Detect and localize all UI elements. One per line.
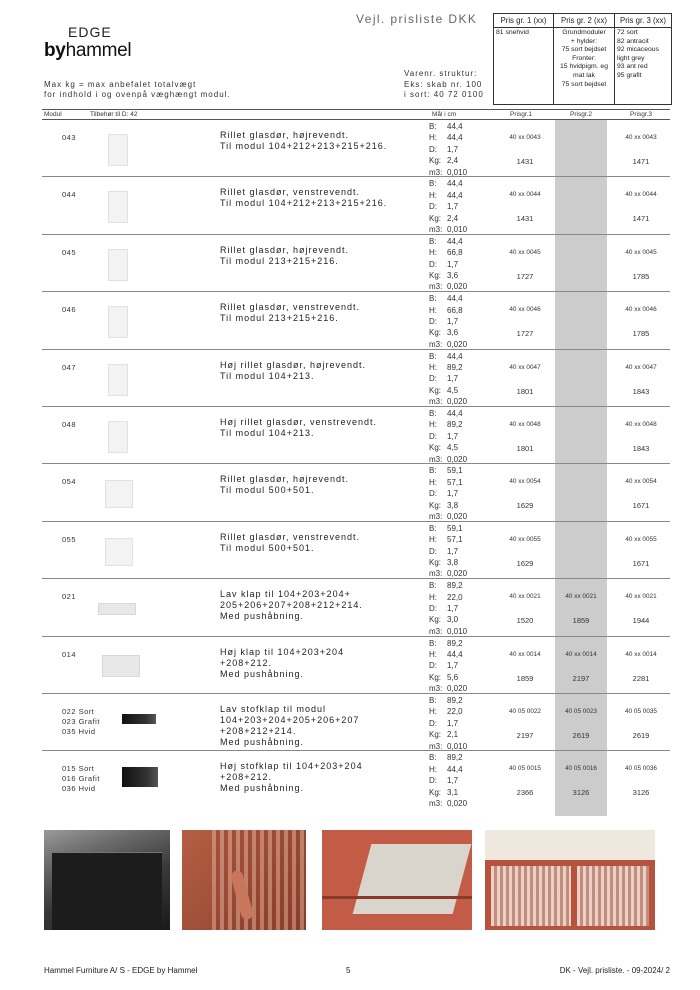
dim-value-h: 44,4	[447, 764, 463, 774]
price-group-3-lines	[615, 28, 671, 82]
dim-value-m3: 0,020	[447, 569, 468, 579]
dim-value-kg: 3,1	[447, 787, 459, 797]
dim-value-kg: 3,6	[447, 270, 459, 280]
max-kg-line2: for indhold i og ovenpå væghængt modul.	[44, 90, 231, 99]
article-code-c1: 40 xx 0014	[509, 650, 541, 658]
brand-name: hammel	[65, 40, 132, 61]
dim-label-d: D:	[429, 489, 437, 499]
price-group-2-lines	[554, 28, 614, 90]
dim-label-m3: m3:	[429, 798, 443, 808]
dim-label-b: B:	[429, 753, 437, 763]
price-p3: 1785	[632, 329, 650, 339]
dim-value-m3: 0,010	[447, 167, 468, 177]
module-number: 045	[62, 247, 77, 257]
photo-red-fluted-glass	[182, 830, 306, 930]
dim-value-m3: 0,020	[447, 339, 468, 349]
dim-label-kg: Kg:	[429, 443, 442, 453]
dim-value-b: 89,2	[447, 581, 463, 591]
module-number: 046	[62, 305, 77, 315]
dim-label-h: H:	[429, 190, 437, 200]
price-p3: 1944	[632, 616, 650, 626]
price-p1: 1801	[516, 444, 534, 453]
article-code-c1: 40 xx 0046	[509, 306, 541, 314]
dim-label-d: D:	[429, 374, 437, 384]
dim-value-h: 89,2	[447, 362, 463, 372]
dim-label-d: D:	[429, 776, 437, 786]
product-thumbnail	[108, 364, 128, 396]
dim-value-kg: 3,6	[447, 328, 459, 338]
table-row	[0, 579, 700, 636]
dim-value-kg: 3,0	[447, 615, 459, 625]
dim-label-kg: Kg:	[429, 672, 442, 682]
dim-value-d: 1,7	[447, 202, 459, 212]
price-p1: 1727	[516, 271, 534, 281]
module-number: 014	[62, 649, 77, 659]
dim-label-b: B:	[429, 409, 437, 418]
article-code-c1: 40 xx 0054	[509, 478, 541, 486]
price-group-line: light grey	[617, 54, 645, 62]
dim-value-h: 57,1	[447, 477, 463, 487]
dim-label-h: H:	[429, 362, 437, 372]
table-row	[0, 235, 700, 292]
dim-label-kg: Kg:	[429, 615, 442, 625]
dim-label-b: B:	[429, 351, 437, 361]
dim-label-h: H:	[429, 477, 437, 487]
module-number: 036 Hvid	[62, 784, 96, 794]
product-description: Rillet glasdør, venstrevendt.	[220, 302, 361, 313]
dim-value-h: 22,0	[447, 707, 463, 717]
product-description: +208+212.	[220, 657, 273, 668]
article-code-c2: 40 05 0023	[565, 708, 597, 715]
varenr-structure	[404, 69, 484, 101]
col-prisgr1: Prisgr.1	[510, 111, 533, 118]
article-code-c3: 40 xx 0055	[625, 535, 657, 543]
dim-value-m3: 0,020	[447, 684, 468, 694]
dim-value-m3: 0,020	[447, 282, 468, 292]
product-description: +208+212+214.	[220, 726, 297, 736]
dim-label-d: D:	[429, 202, 437, 212]
product-description: Med pushåbning.	[220, 737, 305, 747]
product-thumbnail	[108, 249, 128, 281]
dim-label-h: H:	[429, 248, 437, 258]
article-code-c1: 40 xx 0044	[509, 191, 541, 199]
dim-label-kg: Kg:	[429, 328, 442, 338]
article-code-c1: 40 xx 0055	[509, 535, 541, 543]
max-kg-note	[44, 80, 231, 100]
dim-value-b: 44,4	[447, 351, 463, 361]
dim-label-h: H:	[429, 592, 437, 602]
price-p1: 1629	[516, 558, 534, 568]
dim-value-m3: 0,010	[447, 224, 468, 234]
dim-value-d: 1,7	[447, 603, 459, 613]
product-description: Til modul 213+215+216.	[220, 313, 339, 324]
product-thumbnail	[105, 538, 133, 566]
dim-label-h: H:	[429, 649, 437, 659]
article-code-c1: 40 xx 0047	[509, 363, 541, 371]
dim-label-d: D:	[429, 661, 437, 671]
article-code-c3: 40 05 0036	[625, 765, 657, 773]
price-p3: 1671	[632, 501, 650, 511]
price-p2: 2197	[572, 673, 590, 683]
dim-value-kg: 3,8	[447, 500, 459, 510]
dim-label-m3: m3:	[429, 282, 443, 292]
dim-value-d: 1,7	[447, 776, 459, 786]
dim-value-m3: 0,010	[447, 626, 468, 636]
dim-label-kg: Kg:	[429, 270, 442, 280]
varenr-line2: Eks: skab nr. 100	[404, 79, 483, 89]
col-prisgr3: Prisgr.3	[630, 111, 653, 118]
article-code-c1: 40 xx 0043	[509, 134, 541, 141]
article-code-c2: 40 05 0016	[565, 765, 597, 773]
dim-label-m3: m3:	[429, 167, 443, 177]
product-description: Rillet glasdør, venstrevendt.	[220, 531, 361, 542]
dim-label-kg: Kg:	[429, 730, 442, 740]
dim-value-b: 44,4	[447, 122, 463, 131]
dim-label-d: D:	[429, 718, 437, 728]
dim-value-b: 89,2	[447, 696, 463, 705]
brand-edge: EDGE	[68, 24, 112, 40]
dim-value-d: 1,7	[447, 546, 459, 556]
price-p1: 1520	[516, 616, 534, 626]
price-group-3-title: Pris gr. 3 (xx)	[615, 14, 671, 28]
dim-label-b: B:	[429, 122, 437, 131]
dim-value-m3: 0,020	[447, 454, 468, 464]
product-thumbnail	[102, 655, 140, 677]
dim-value-h: 44,4	[447, 649, 463, 659]
dim-label-b: B:	[429, 696, 437, 705]
table-row	[0, 350, 700, 407]
dim-value-d: 1,7	[447, 316, 459, 326]
article-code-c1: 40 xx 0048	[509, 421, 541, 428]
dim-value-b: 44,4	[447, 179, 463, 189]
dim-value-m3: 0,020	[447, 397, 468, 407]
module-number: 048	[62, 420, 77, 429]
dim-label-b: B:	[429, 581, 437, 591]
dim-value-h: 22,0	[447, 592, 463, 602]
dim-value-d: 1,7	[447, 144, 459, 154]
product-description: Med pushåbning.	[220, 783, 305, 794]
product-description: Til modul 500+501.	[220, 485, 315, 496]
dim-label-d: D:	[429, 431, 437, 441]
dim-label-d: D:	[429, 259, 437, 269]
table-row	[0, 637, 700, 694]
article-code-c1: 40 xx 0021	[509, 593, 541, 601]
dim-label-kg: Kg:	[429, 213, 442, 223]
photo-red-drawer	[322, 830, 472, 930]
dim-value-kg: 2,1	[447, 730, 459, 740]
dim-value-kg: 2,4	[447, 213, 459, 223]
dim-value-kg: 4,5	[447, 385, 459, 395]
price-p1: 1727	[516, 329, 534, 339]
price-group-line: 75 sort bejdset	[561, 46, 607, 54]
dim-label-d: D:	[429, 316, 437, 326]
product-description: Til modul 500+501.	[220, 542, 315, 553]
product-thumbnail	[122, 714, 156, 724]
price-p1: 1431	[516, 157, 534, 166]
dim-value-m3: 0,010	[447, 741, 468, 751]
price-p1: 1801	[516, 386, 534, 396]
price-p3: 1471	[632, 157, 650, 166]
price-p3: 1843	[632, 386, 650, 396]
price-group-line: Grundmoduler	[562, 29, 606, 36]
product-description: Høj stofklap til 104+203+204	[220, 761, 363, 772]
price-p1: 1431	[516, 214, 534, 224]
price-group-line: 75 sort bejdset	[561, 80, 607, 88]
dim-label-b: B:	[429, 294, 437, 304]
price-p2: 3126	[572, 788, 590, 798]
dim-label-m3: m3:	[429, 511, 443, 521]
product-description: Rillet glasdør, højrevendt.	[220, 130, 350, 140]
dim-label-h: H:	[429, 305, 437, 315]
module-number: 023 Grafit	[62, 717, 100, 726]
dim-value-d: 1,7	[447, 431, 459, 441]
product-description: Lav klap til 104+203+204+	[220, 589, 351, 600]
dim-label-m3: m3:	[429, 684, 443, 694]
dim-value-kg: 2,4	[447, 156, 459, 166]
price-p3: 1671	[632, 558, 650, 568]
price-group-line: + hylder:	[570, 37, 598, 45]
price-p1: 2366	[516, 788, 534, 798]
dim-label-kg: Kg:	[429, 500, 442, 510]
product-thumbnail	[108, 134, 128, 166]
price-p1: 1629	[516, 501, 534, 511]
price-group-2-box	[553, 13, 615, 105]
dim-label-h: H:	[429, 133, 437, 143]
col-maal: Mål i cm	[432, 111, 457, 118]
article-code-c3: 40 xx 0054	[625, 478, 657, 486]
price-p2: 2619	[572, 731, 590, 740]
product-description: Høj rillet glasdør, venstrevendt.	[220, 417, 378, 427]
dim-label-b: B:	[429, 236, 437, 246]
price-group-line: 95 grafit	[617, 71, 642, 79]
module-number: 043	[62, 133, 77, 142]
col-prisgr2: Prisgr.2	[570, 111, 593, 118]
dim-label-kg: Kg:	[429, 156, 442, 166]
dim-value-b: 59,1	[447, 466, 463, 476]
product-description: +208+212.	[220, 772, 273, 783]
module-number: 055	[62, 534, 77, 544]
table-row	[0, 751, 700, 808]
price-group-line: 92 micaceous	[617, 46, 659, 54]
table-row	[0, 120, 700, 177]
header-rule-top	[42, 109, 670, 110]
price-group-3-box	[614, 13, 672, 105]
price-group-1-title: Pris gr. 1 (xx)	[494, 14, 553, 28]
product-thumbnail	[105, 480, 133, 508]
dim-value-b: 44,4	[447, 409, 463, 418]
dim-label-b: B:	[429, 523, 437, 533]
price-group-line: mat lak	[573, 71, 595, 79]
photo-black-cabinet	[44, 830, 170, 930]
article-code-c1: 40 05 0015	[509, 765, 541, 773]
module-number: 015 Sort	[62, 764, 95, 774]
dim-value-h: 89,2	[447, 420, 463, 430]
article-code-c2: 40 xx 0014	[565, 650, 597, 658]
price-group-line: 82 antracit	[617, 37, 649, 45]
module-number: 022 Sort	[62, 707, 95, 716]
dim-label-m3: m3:	[429, 339, 443, 349]
price-p2: 1859	[572, 616, 590, 626]
dim-value-kg: 5,6	[447, 672, 459, 682]
dim-label-kg: Kg:	[429, 385, 442, 395]
price-group-line: Fronter:	[572, 54, 596, 62]
article-code-c3: 40 xx 0047	[625, 363, 657, 371]
dim-value-d: 1,7	[447, 718, 459, 728]
product-description: 104+203+204+205+206+207	[220, 715, 360, 725]
article-code-c1: 40 05 0022	[509, 708, 541, 715]
price-p3: 1843	[632, 444, 650, 453]
dim-label-d: D:	[429, 144, 437, 154]
col-modul: Modul	[44, 111, 62, 118]
dim-label-m3: m3:	[429, 454, 443, 464]
product-description: Til modul 104+213.	[220, 428, 315, 438]
dim-value-h: 66,8	[447, 248, 463, 258]
price-group-line: 15 hvidpigm. eg	[560, 63, 608, 71]
article-code-c3: 40 xx 0044	[625, 191, 657, 199]
max-kg-line1: Max kg = max anbefalet totalvægt	[44, 80, 197, 89]
dim-value-d: 1,7	[447, 489, 459, 499]
price-group-1-lines	[494, 28, 553, 39]
dim-value-b: 44,4	[447, 294, 463, 304]
table-row	[0, 407, 700, 464]
dim-value-h: 44,4	[447, 190, 463, 200]
price-group-line: 72 sort	[617, 29, 638, 36]
dim-value-kg: 3,8	[447, 557, 459, 567]
doc-title: Vejl. prisliste DKK	[356, 12, 478, 26]
price-group-2-title: Pris gr. 2 (xx)	[554, 14, 614, 28]
table-row	[0, 694, 700, 751]
price-p3: 2619	[632, 731, 650, 740]
varenr-line3: i sort: 40 72 0100	[404, 90, 484, 99]
brand-logo	[44, 40, 131, 62]
product-description: Rillet glasdør, venstrevendt.	[220, 187, 361, 198]
module-number: 054	[62, 477, 77, 487]
dim-value-d: 1,7	[447, 661, 459, 671]
product-thumbnail	[108, 421, 128, 453]
dim-value-d: 1,7	[447, 374, 459, 384]
dim-label-b: B:	[429, 466, 437, 476]
product-thumbnail	[108, 306, 128, 338]
price-p3: 1471	[632, 214, 650, 224]
varenr-line1: Varenr. struktur:	[404, 69, 478, 78]
price-p1: 2197	[516, 731, 534, 740]
article-code-c3: 40 xx 0048	[625, 421, 657, 428]
dim-label-kg: Kg:	[429, 557, 442, 567]
brand-by: by	[44, 40, 66, 61]
product-description: Til modul 104+212+213+215+216.	[220, 141, 388, 151]
product-thumbnail	[122, 767, 158, 787]
product-thumbnail	[98, 603, 136, 615]
article-code-c3: 40 05 0035	[625, 708, 657, 715]
price-group-line: 81 snehvid	[496, 29, 529, 36]
price-group-1-box	[493, 13, 554, 105]
dim-label-m3: m3:	[429, 569, 443, 579]
article-code-c2: 40 xx 0021	[565, 593, 597, 601]
photo-sideboard-fluted-doors	[485, 830, 655, 930]
dim-value-m3: 0,020	[447, 511, 468, 521]
product-description: Med pushåbning.	[220, 611, 305, 622]
article-code-c1: 40 xx 0045	[509, 248, 541, 256]
dim-label-b: B:	[429, 638, 437, 648]
dim-label-b: B:	[429, 179, 437, 189]
product-description: Rillet glasdør, højrevendt.	[220, 244, 350, 255]
table-row	[0, 522, 700, 579]
dim-label-d: D:	[429, 603, 437, 613]
price-p3: 3126	[632, 788, 650, 798]
dim-label-m3: m3:	[429, 397, 443, 407]
product-description: Rillet glasdør, højrevendt.	[220, 474, 350, 485]
table-row	[0, 292, 700, 349]
dim-label-m3: m3:	[429, 741, 443, 751]
dim-label-h: H:	[429, 535, 437, 545]
table-row	[0, 177, 700, 234]
product-description: Til modul 213+215+216.	[220, 255, 339, 266]
dim-label-h: H:	[429, 420, 437, 430]
col-tilbehor: Tilbehør til D: 42	[90, 111, 138, 118]
dim-value-h: 57,1	[447, 535, 463, 545]
dim-value-m3: 0,020	[447, 798, 468, 808]
product-description: Med pushåbning.	[220, 668, 305, 679]
dim-value-h: 66,8	[447, 305, 463, 315]
dim-value-h: 44,4	[447, 133, 463, 143]
product-description: Høj rillet glasdør, højrevendt.	[220, 359, 367, 370]
dim-value-kg: 4,5	[447, 443, 459, 453]
dim-label-m3: m3:	[429, 626, 443, 636]
module-number: 044	[62, 190, 77, 200]
product-description: Høj klap til 104+203+204	[220, 646, 345, 657]
dim-value-b: 59,1	[447, 523, 463, 533]
product-description: 205+206+207+208+212+214.	[220, 600, 363, 611]
article-code-c3: 40 xx 0045	[625, 248, 657, 256]
module-number: 035 Hvid	[62, 727, 96, 736]
dim-value-b: 44,4	[447, 236, 463, 246]
article-code-c3: 40 xx 0021	[625, 593, 657, 601]
product-description: Til modul 104+212+213+215+216.	[220, 198, 388, 209]
footer-right: DK - Vejl. prisliste. - 09-2024/ 2	[559, 966, 670, 975]
module-number: 021	[62, 592, 77, 602]
dim-label-h: H:	[429, 764, 437, 774]
article-code-c3: 40 xx 0014	[625, 650, 657, 658]
module-number: 047	[62, 362, 77, 372]
dim-label-d: D:	[429, 546, 437, 556]
product-description: Lav stofklap til modul	[220, 704, 327, 714]
dim-label-m3: m3:	[429, 224, 443, 234]
price-p1: 1859	[516, 673, 534, 683]
footer-page-number: 5	[346, 966, 351, 975]
product-description: Til modul 104+213.	[220, 370, 315, 381]
dim-value-d: 1,7	[447, 259, 459, 269]
dim-value-b: 89,2	[447, 638, 463, 648]
footer-left: Hammel Furniture A/ S - EDGE by Hammel	[44, 966, 198, 975]
price-p3: 2281	[632, 673, 650, 683]
table-row	[0, 464, 700, 521]
product-thumbnail	[108, 191, 128, 223]
price-group-line: 93 ant red	[617, 63, 648, 71]
price-p3: 1785	[632, 271, 650, 281]
dim-label-h: H:	[429, 707, 437, 717]
article-code-c3: 40 xx 0043	[625, 134, 657, 141]
dim-label-kg: Kg:	[429, 787, 442, 797]
module-number: 016 Grafit	[62, 774, 100, 784]
article-code-c3: 40 xx 0046	[625, 306, 657, 314]
dim-value-b: 89,2	[447, 753, 463, 763]
